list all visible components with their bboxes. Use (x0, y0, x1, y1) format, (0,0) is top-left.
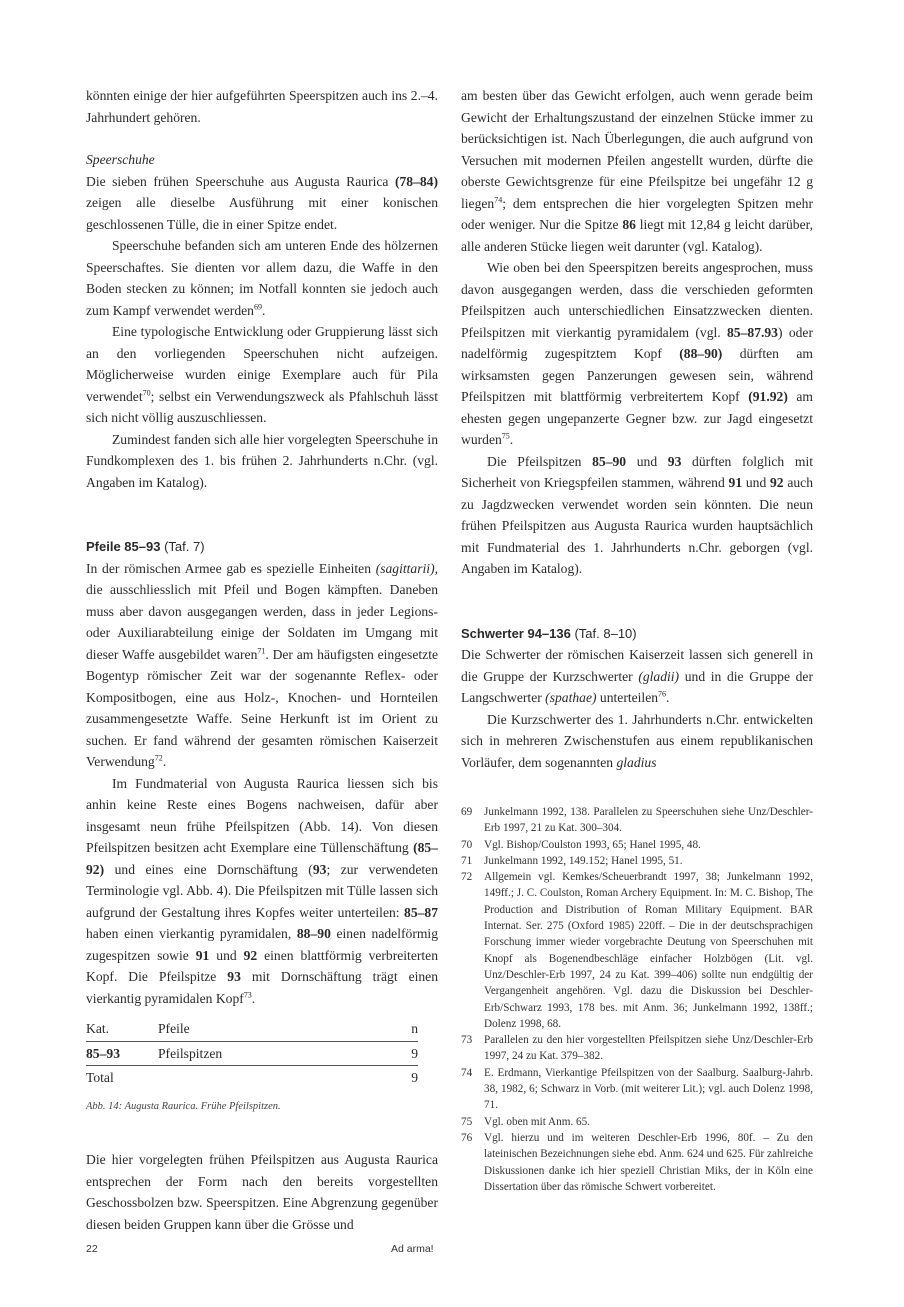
catalog-ref: 86 (622, 217, 636, 232)
footnote-number: 76 (461, 1131, 473, 1144)
footnote-text: Vgl. oben mit Anm. 65. (484, 1115, 590, 1128)
footnote-text: Vgl. hierzu und im weiteren Deschler-Erb 1996, 80f. – Zu den lateinischen Bezeichnungen siehe ebd. Anm. 624 und 625. Für zahlreiche Diskussionen danke ich hier speziell Christian Miks, der in Köln eine Dissertation über das römische Schwert vorbereitet. (484, 1131, 813, 1193)
latin-term: (gladii) (638, 668, 680, 684)
catalog-ref: 93 (312, 861, 327, 877)
text: In der römischen Armee gab es spezielle Einheiten (86, 560, 376, 576)
text: Speerschuhe befanden sich am unteren Ende des hölzernen Speerschaftes. Sie dienten vor allem dazu, die Waffe in den Boden stecken zu können; im Notfall konnten sie jedoch auch zum Kampf verwendet werden (86, 238, 438, 318)
text: Die sieben frühen Speerschuhe aus Augusta Raurica (86, 173, 395, 189)
header-kat: Kat. (86, 1017, 158, 1041)
total-value: 9 (411, 1070, 418, 1085)
footnotes (461, 804, 813, 1195)
paragraph (461, 451, 813, 580)
footnote-number: 70 (461, 838, 473, 851)
footnote-ref[interactable]: 72 (154, 753, 163, 763)
total-empty (158, 1066, 393, 1090)
heading-text: Schwerter 94–136 (461, 625, 571, 641)
text: . (666, 690, 670, 705)
figure-caption: Abb. 14: Augusta Raurica. Frühe Pfeilspitzen. (86, 1100, 281, 1112)
plate-ref: (Taf. 8–10) (570, 625, 637, 641)
paragraph (86, 773, 438, 1010)
section-heading-pfeile (86, 536, 438, 558)
catalog-ref: 85–90 (592, 453, 627, 469)
footnote-ref[interactable]: 74 (494, 194, 503, 204)
paragraph (86, 235, 438, 321)
heading-text: Pfeile 85–93 (86, 539, 161, 554)
paragraph (86, 321, 438, 429)
catalog-ref: 93 (227, 969, 241, 984)
header-n: n (393, 1017, 418, 1041)
text: . (509, 432, 514, 447)
text: Die Schwerter der römischen Kaiserzeit lassen sich generell in die Gruppe der Kurzschwerter (461, 647, 813, 684)
text: mit Dornschäftung trägt einen vierkantig pyramidalen Kopf (86, 969, 439, 1006)
footnote (461, 1114, 813, 1130)
footnote-number: 72 (461, 871, 473, 884)
footnote-number: 71 (461, 854, 473, 867)
cell-kat: 85–93 (86, 1041, 158, 1066)
text: und (626, 453, 668, 469)
section-heading-speerschuhe: Speerschuhe (86, 152, 155, 167)
catalog-ref: 85–87.93 (727, 324, 778, 340)
text: einen blattförmig verbreiterten Kopf. Die Pfeilspitze (86, 947, 439, 984)
table-total-row (86, 1066, 418, 1090)
footnote-text: Junkelmann 1992, 149.152; Hanel 1995, 51. (484, 854, 683, 867)
catalog-ref: (88–90) (679, 346, 723, 361)
footnote (461, 869, 813, 1032)
text: und eines eine Dornschäftung ( (104, 861, 313, 877)
footnote-number: 73 (461, 1034, 473, 1047)
footnote-ref[interactable]: 71 (257, 645, 266, 655)
plate-ref: (Taf. 7) (160, 539, 205, 554)
text: Die Pfeilspitzen (487, 453, 593, 469)
text: Im Fundmaterial von Augusta Raurica liessen sich bis anhin keine Reste eines Bogens nachweisen, dafür aber insgesamt neun frühe Pfeilspitzen (Abb. 14). Von diesen Pfeilspitzen besitzen acht Exemplare eine Tüllenschäftung (86, 775, 438, 855)
footnote-text: Vgl. Bishop/Coulston 1993, 65; Hanel 1995, 48. (484, 838, 701, 851)
catalog-ref: (91.92) (748, 389, 788, 404)
table-header-row (86, 1017, 418, 1041)
text: einen nadelförmig zugespitzen sowie (86, 926, 438, 963)
text: . Der am häufigsten eingesetzte Bogentyp römischer Zeit war der sogenannte Reflex- oder Kompositbogen, eine aus Holz-, Knochen- und Hornteilen zusammengesetzte Waffe. Seine Herkunft ist im Orient zu suchen. Er fand während der gesamten römischen Kaiserzeit Verwendung (86, 646, 439, 769)
text: ; zur verwendeten Terminologie vgl. Abb. 4). Die Pfeilspitzen mit Tülle lassen sich aufgrund der Gestaltung ihres Kopfes weiter unterteilen: (86, 861, 438, 920)
latin-term: (sagittarii), (375, 560, 438, 576)
footnote-text: E. Erdmann, Vierkantige Pfeilspitzen von der Saalburg. Saalburg-Jahrb. 38, 1982, 6; Schwarz in Vorb. (mit weiterer Lit.); vgl. auch Dolenz 1998, 71. (484, 1066, 813, 1112)
footnote-number: 69 (461, 806, 473, 818)
footnote-ref[interactable]: 70 (142, 387, 151, 397)
header-pfeile: Pfeile (158, 1017, 393, 1041)
running-title: Ad arma! (391, 1243, 434, 1255)
text: . (261, 302, 266, 318)
text: . (162, 754, 167, 769)
footnote (461, 1130, 813, 1195)
text: und (742, 475, 770, 490)
footnote-text: Allgemein vgl. Kemkes/Scheuerbrandt 1997, 38; Junkelmann 1992, 149ff.; J. C. Coulston, Roman Archery Equipment. In: M. C. Bishop, The Production and Distribution of Roman Military Equipment. BAR Internat. Ser. 275 (Oxford 1985) 220ff. – Die in der deutschsprachigen Forschung immer wieder vorgebrachte Deutung von Speerschuhen mit Knopf als Bogenendbeschläge einfacher Holzbögen (Lit. vgl. Unz/Deschler-Erb 1997, 24 zu Kat. 399–406) sollte nun endgültig der Vergangenheit angehören. Vgl. dazu die Diskussion bei Deschler-Erb/Schwarz 1993, 178 bes. mit Anm. 36; Junkelmann 1992, 138ff.; Dolenz 1998, 68. (484, 871, 813, 1030)
text: auch zu Jagdzwecken verwendet worden sein könnten. Die neun frühen Pfeilspitzen aus Augusta Raurica wurden hauptsächlich mit Fundmaterial des 1. Jahrhunderts n.Chr. geborgen (vgl. Angaben im Katalog). (461, 475, 814, 576)
right-column (461, 85, 813, 773)
footnote (461, 1065, 813, 1114)
footnote (461, 853, 813, 869)
page-number: 22 (86, 1243, 98, 1255)
text: zeigen alle dieselbe Ausführung mit einer konischen geschlossenen Tülle, die in einer Spitze endet. (86, 195, 438, 232)
footnote (461, 804, 813, 837)
footnote-number: 74 (461, 1066, 473, 1079)
catalog-ref: (78–84) (394, 173, 438, 189)
catalog-ref: 85–87 (404, 904, 438, 920)
footnote-text: Junkelmann 1992, 138. Parallelen zu Speerschuhen siehe Unz/Deschler-Erb 1997, 21 zu Kat. 300–304. (484, 806, 813, 835)
footnote-ref[interactable]: 76 (658, 689, 667, 699)
footnote-ref[interactable]: 69 (253, 301, 262, 311)
text: dürften folglich mit Sicherheit von Kriegspfeilen stammen, während (461, 453, 814, 490)
paragraph (461, 257, 813, 451)
text: und in die Gruppe der Langschwerter (461, 668, 813, 705)
catalog-ref: (85–92) (86, 840, 438, 877)
text: und (209, 947, 244, 963)
latin-term: gladius (616, 754, 657, 770)
text: ; dem entsprechen die hier vorgelegten Spitzen mehr oder weniger. Nur die Spitze (461, 195, 813, 232)
footnote-text: Parallelen zu den hier vorgestellten Pfeilspitzen siehe Unz/Deschler-Erb 1997, 24 zu Kat. 379–382. (484, 1034, 813, 1063)
paragraph: Die hier vorgelegten frühen Pfeilspitzen aus Augusta Raurica entsprechen der Form nach den bereits vorgestellten Geschossbolzen bzw. Speerspitzen. Eine Abgrenzung gegenüber diesen beiden Gruppen kann über die Grösse und (86, 1152, 438, 1232)
paragraph: Zumindest fanden sich alle hier vorgelegten Speerschuhe in Fundkomplexen des 1. bis frühen 2. Jahrhunderts n.Chr. (vgl. Angaben im Katalog). (86, 431, 438, 490)
catalog-ref: 92 (243, 947, 258, 963)
figure-14-table (86, 1017, 418, 1090)
text: dürften am wirksamsten gegen Panzerungen gewesen sein, während Pfeilspitzen mit blattförmig verbreitertem Kopf (461, 346, 813, 404)
paragraph (86, 558, 438, 773)
text: die ausschliesslich mit Pfeil und Bogen kämpften. Daneben muss aber davon ausgegangen werden, dass in jeder Legions- oder Auxiliarabteilung einige der Soldaten im Umgang mit dieser Waffe ausgebildet waren (86, 582, 438, 662)
paragraph: könnten einige der hier aufgeführten Speerspitzen auch ins 2.–4. Jahrhundert gehören. (86, 88, 438, 125)
paragraph (86, 171, 438, 236)
latin-term: (spathae) (545, 690, 597, 705)
total-label: Total (86, 1070, 114, 1085)
footnote-ref[interactable]: 73 (243, 989, 252, 999)
text: ; selbst ein Verwendungszweck als Pfahlschuh lässt sich nicht völlig auszuschliessen. (86, 388, 438, 425)
text: am ehesten gegen ungepanzerte Gegner bzw. zur Jagd eingesetzt wurden (461, 389, 813, 447)
catalog-ref: 92 (770, 475, 784, 490)
catalog-ref: 91 (728, 475, 743, 490)
section-heading-schwerter (461, 623, 813, 645)
text: . (251, 990, 256, 1006)
cell-pfeile: Pfeilspitzen (158, 1041, 393, 1066)
table-row (86, 1041, 418, 1066)
text: ) oder nadelförmig zugespitztem Kopf (461, 324, 813, 361)
catalog-ref: 91 (195, 947, 210, 963)
footnote (461, 1032, 813, 1065)
footnote-number: 75 (461, 1115, 473, 1128)
text: Eine typologische Entwicklung oder Gruppierung lässt sich an den vorliegenden Speerschuhen nicht aufzeigen. Möglicherweise wurden einige Exemplare auch für Pila verwendet (86, 324, 438, 404)
cell-n: 9 (393, 1041, 418, 1066)
paragraph (461, 709, 813, 774)
text: liegt mit 12,84 g leicht darüber, alle anderen Stücke liegen weit darunter (vgl. Katalog). (461, 217, 813, 254)
left-column (86, 85, 438, 1235)
text: haben einen vierkantig pyramidalen, (86, 926, 297, 941)
catalog-ref: 93 (667, 453, 682, 469)
footnote (461, 837, 813, 853)
paragraph (461, 644, 813, 709)
text: Die Kurzschwerter des 1. Jahrhunderts n.Chr. entwickelten sich in mehreren Zwischenstufen aus einem republikanischen Vorläufer, dem sogenannten (461, 711, 813, 770)
footnote-ref[interactable]: 75 (501, 431, 510, 441)
catalog-ref: 88–90 (296, 926, 331, 941)
paragraph (461, 85, 813, 257)
text: unterteilen (596, 690, 659, 705)
text: Wie oben bei den Speerspitzen bereits angesprochen, muss davon ausgegangen werden, dass die verschieden geformten Pfeilspitzen auch unterschiedlichen Einsatzzwecken dienten. Pfeilspitzen mit vierkantig pyramidalem (vgl. (461, 260, 813, 340)
text: am besten über das Gewicht erfolgen, auch wenn gerade beim Gewicht der Erhaltungszustand der einzelnen Stücke immer zu berücksichtigen ist. Nach Überlegungen, die auch aufgrund von Versuchen mit modernen Pfeilen angestellt wurden, dürfte die oberste Gewichtsgrenze für eine Pfeilspitze bei ungefähr 12 g liegen (461, 88, 813, 211)
